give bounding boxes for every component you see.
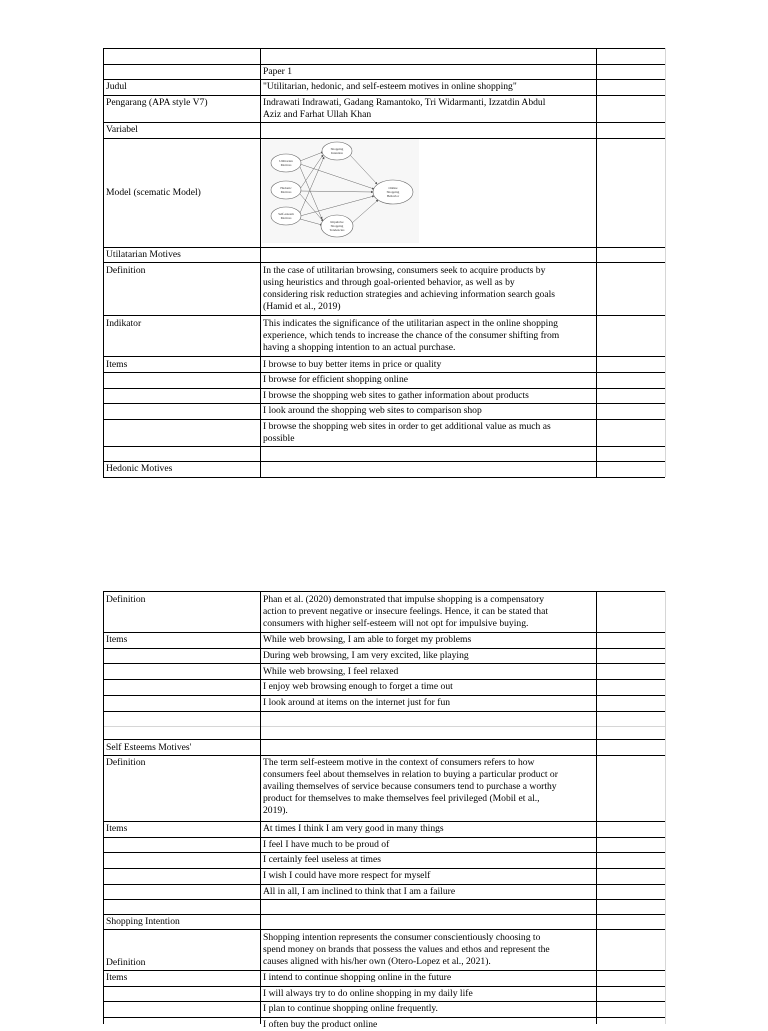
row-value-definition-4-line2: spend money on brands that possess the values and ethos and represent the <box>263 944 550 955</box>
diagram-node-online-l3: Behavior <box>386 194 400 198</box>
row-value-definition-2-line2: action to prevent negative or insecure feelings. Hence, it can be stated that <box>263 606 549 617</box>
row-label-items-3: Items <box>106 823 128 834</box>
row-label-indikator: Indikator <box>106 318 142 329</box>
row-value-definition-2-line3: consumers with higher self-esteem will not opt for impulsive buying. <box>263 618 529 629</box>
row-value-definition-4-line3: causes aligned with his/her own (Otero-Lopez et al., 2021). <box>263 956 491 967</box>
item-intention-3: I plan to continue shopping online frequently. <box>263 1003 438 1014</box>
row-value-definition-2-line1: Phan et al. (2020) demonstrated that impulse shopping is a compensatory <box>263 594 545 605</box>
row-label-hedonic-motives: Hedonic Motives <box>106 463 173 474</box>
row-value-definition-1-line2: using heuristics and through goal-oriented behavior, as well as by <box>263 277 515 288</box>
row-value-definition-3-line5: 2019). <box>263 805 288 816</box>
item-intention-2: I will always try to do online shopping in my daily life <box>263 988 473 999</box>
item-intention-1: I intend to continue shopping online in the future <box>263 972 452 983</box>
row-value-definition-3-line1: The term self-esteem motive in the context of consumers refers to how <box>263 757 535 768</box>
diagram-node-utilitarian-l1: Utilitarian <box>279 159 293 163</box>
row-label-utilitarian-motives: Utilatarian Motives <box>106 249 181 260</box>
item-utilitarian-5-line2: possible <box>263 433 295 444</box>
row-value-indikator-line3: having a shopping intention to an actual purchase. <box>263 342 456 353</box>
item-utilitarian-3: I browse the shopping web sites to gather information about products <box>263 390 529 401</box>
row-label-definition-1: Definition <box>106 265 146 276</box>
row-value-definition-3-line2: consumers feel about themselves in relation to buying a particular product or <box>263 769 558 780</box>
row-value-indikator-line2: experience, which tends to increase the chance of the consumer shifting from <box>263 330 560 341</box>
row-label-definition-4: Definition <box>106 957 146 968</box>
row-label-judul: Judul <box>106 81 127 92</box>
row-label-definition-3: Definition <box>106 757 146 768</box>
row-label-model: Model (scematic Model) <box>106 187 201 198</box>
item-utilitarian-5-line1: I browse the shopping web sites in order to get additional value as much as <box>263 421 551 432</box>
row-label-self-esteem-motives: Self Esteems Motives' <box>106 742 192 753</box>
row-value-definition-1-line1: In the case of utilitarian browsing, consumers seek to acquire products by <box>263 265 546 276</box>
diagram-node-self-esteem-l2: Motives <box>280 216 292 220</box>
row-label-items-2: Items <box>106 634 128 645</box>
row-value-judul: "Utilitarian, hedonic, and self-esteem motives in online shopping" <box>263 81 517 92</box>
diagram-node-online-l2: Shopping <box>386 190 400 194</box>
diagram-node-shopping-intention-l2: Intention <box>331 151 343 155</box>
item-self-esteem-5: All in all, I am inclined to think that I am a failure <box>263 886 456 897</box>
diagram-node-utilitarian-l2: Motives <box>280 163 292 167</box>
item-hedonic-2: During web browsing, I am very excited, like playing <box>263 650 469 661</box>
row-label-items-4: Items <box>106 972 128 983</box>
item-self-esteem-3: I certainly feel useless at times <box>263 854 382 865</box>
row-label-shopping-intention: Shopping Intention <box>106 916 180 927</box>
diagram-node-hedonic-l1: Hedonic <box>280 186 292 190</box>
item-hedonic-3: While web browsing, I feel relaxed <box>263 666 399 677</box>
row-value-pengarang-line2: Aziz and Farhat Ullah Khan <box>263 109 372 120</box>
item-hedonic-4: I enjoy web browsing enough to forget a time out <box>263 681 453 692</box>
item-intention-4: I often buy the product online <box>263 1019 378 1030</box>
item-hedonic-5: I look around at items on the internet just for fun <box>263 697 451 708</box>
row-value-definition-1-line4: (Hamid et al., 2019) <box>263 301 341 312</box>
row-label-pengarang: Pengarang (APA style V7) <box>106 97 208 108</box>
row-label-definition-2: Definition <box>106 594 146 605</box>
paper-header: Paper 1 <box>263 66 293 77</box>
diagram-node-impulsive-l3: Tendencies <box>329 228 345 232</box>
item-self-esteem-4: I wish I could have more respect for myself <box>263 870 431 881</box>
row-label-items-1: Items <box>106 359 128 370</box>
row-value-definition-4-line1: Shopping intention represents the consumer conscientiously choosing to <box>263 932 541 943</box>
row-value-definition-1-line3: considering risk reduction strategies and achieving information search goals <box>263 289 555 300</box>
diagram-node-impulsive-l1: Impulsive <box>330 220 344 224</box>
diagram-node-shopping-intention-l1: Shopping <box>330 147 344 151</box>
row-value-definition-3-line3: availing themselves of service because consumers tend to purchase a worthy <box>263 781 557 792</box>
row-value-definition-3-line4: product for themselves to make themselves feel privileged (Mobil et al., <box>263 793 540 804</box>
schematic-model-diagram <box>262 139 419 243</box>
diagram-node-online-l1: Online <box>388 186 398 190</box>
item-utilitarian-2: I browse for efficient shopping online <box>263 374 409 385</box>
item-self-esteem-1: At times I think I am very good in many things <box>263 823 444 834</box>
item-self-esteem-2: I feel I have much to be proud of <box>263 839 390 850</box>
item-utilitarian-4: I look around the shopping web sites to comparison shop <box>263 405 482 416</box>
row-value-pengarang-line1: Indrawati Indrawati, Gadang Ramantoko, Tri Widarmanti, Izzatdin Abdul <box>263 97 546 108</box>
row-value-indikator-line1: This indicates the significance of the utilitarian aspect in the online shopping <box>263 318 558 329</box>
diagram-node-hedonic-l2: Motives <box>280 190 292 194</box>
item-utilitarian-1: I browse to buy better items in price or quality <box>263 359 442 370</box>
diagram-node-impulsive-l2: Shopping <box>330 224 344 228</box>
row-label-variabel: Variabel <box>106 124 138 135</box>
diagram-node-self-esteem-l1: Self-esteem <box>278 212 294 216</box>
item-hedonic-1: While web browsing, I am able to forget my problems <box>263 634 472 645</box>
